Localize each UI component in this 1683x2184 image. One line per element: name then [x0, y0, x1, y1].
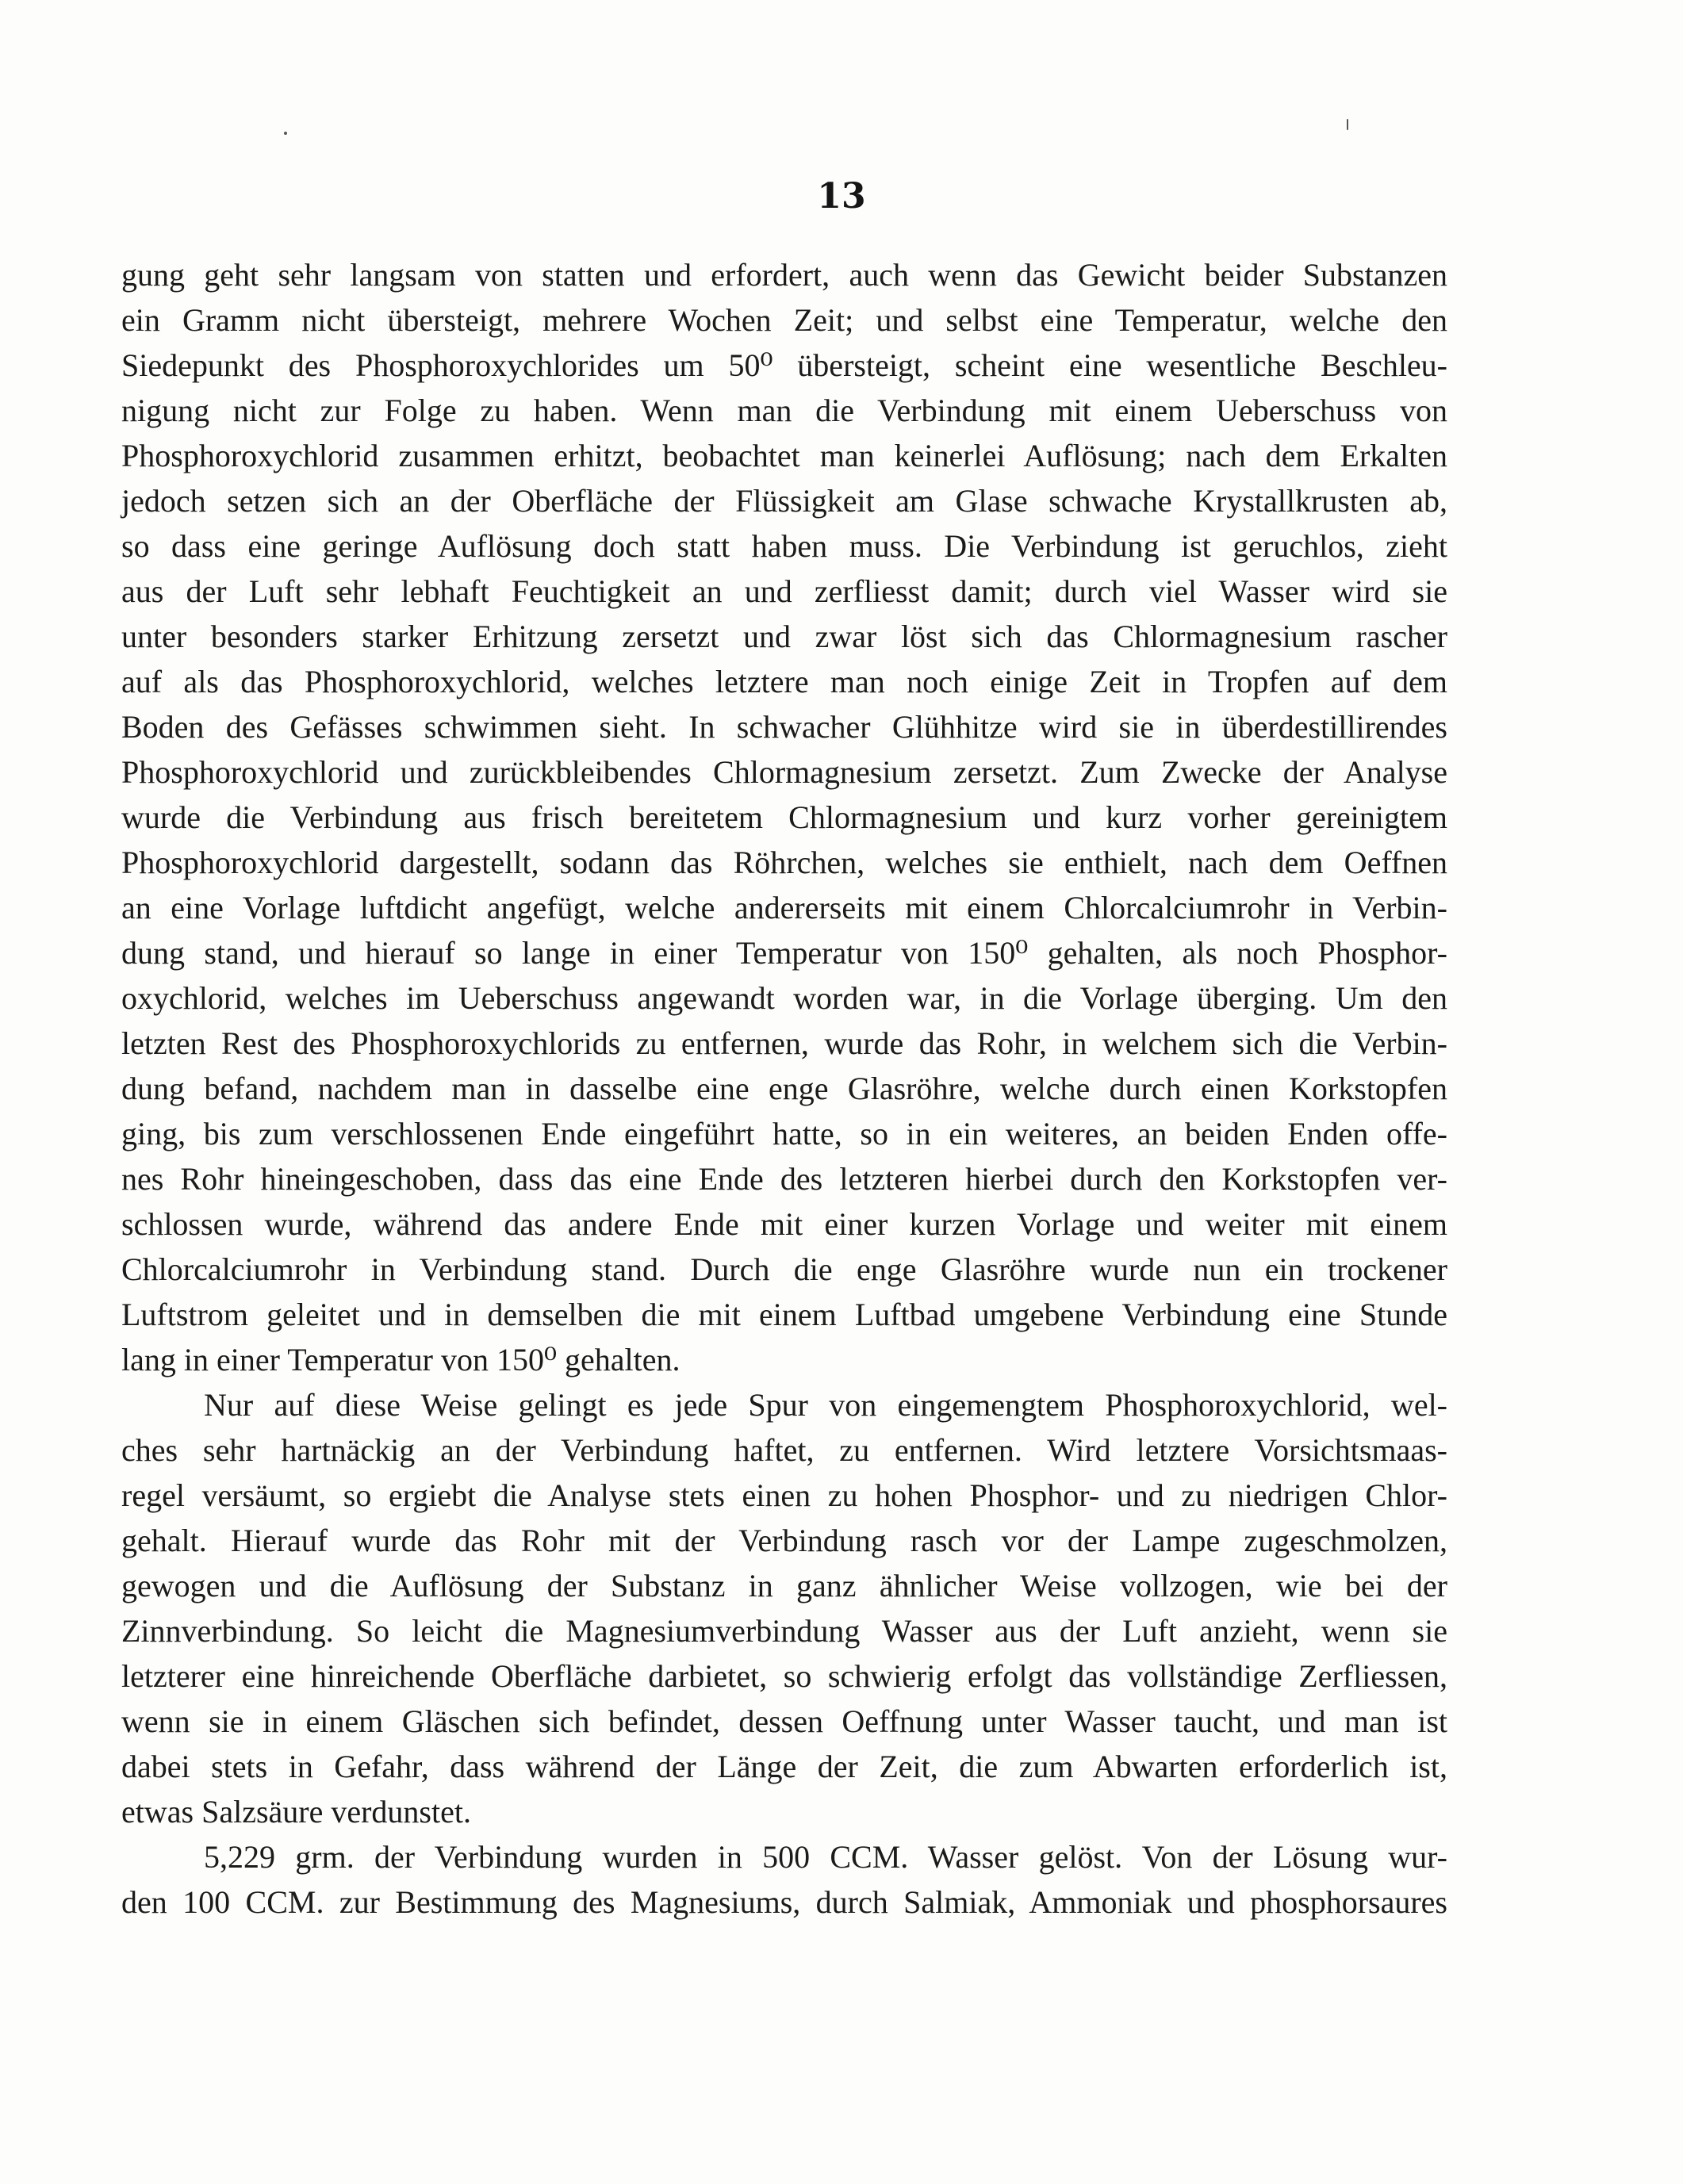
text-line: aus der Luft sehr lebhaft Feuchtigkeit an und zerfliesst damit; durch viel Wasser wird sie [121, 573, 1447, 609]
text-line: nigung nicht zur Folge zu haben. Wenn man die Verbindung mit einem Ueberschuss von [121, 393, 1447, 428]
text-line: Zinnverbindung. So leicht die Magnesiumverbindung Wasser aus der Luft anzieht, wenn sie [121, 1613, 1447, 1649]
text-line: dung befand, nachdem man in dasselbe eine enge Glasröhre, welche durch einen Korkstopfen [121, 1071, 1447, 1106]
text-line: Luftstrom geleitet und in demselben die mit einem Luftbad umgebene Verbindung eine Stunde [121, 1297, 1447, 1332]
text-line: Chlorcalciumrohr in Verbindung stand. Durch die enge Glasröhre wurde nun ein trockener [121, 1251, 1447, 1287]
text-line: letzten Rest des Phosphoroxychlorids zu entfernen, wurde das Rohr, in welchem sich die Verbin- [121, 1025, 1447, 1061]
text-line: oxychlorid, welches im Ueberschuss angewandt worden war, in die Vorlage überging. Um den [121, 980, 1447, 1016]
text-line: gung geht sehr langsam von statten und erfordert, auch wenn das Gewicht beider Substanzen [121, 257, 1447, 293]
text-line: unter besonders starker Erhitzung zersetzt und zwar löst sich das Chlormagnesium rascher [121, 619, 1447, 654]
paragraph-end-line: lang in einer Temperatur von 150⁰ gehalten. [121, 1342, 680, 1377]
text-line: Phosphoroxychlorid dargestellt, sodann das Röhrchen, welches sie enthielt, nach dem Oeffnen [121, 845, 1447, 880]
page-number: 13 [817, 176, 866, 216]
text-line: ches sehr hartnäckig an der Verbindung haftet, zu entfernen. Wird letztere Vorsichtsmaas- [121, 1432, 1447, 1468]
text-line: schlossen wurde, während das andere Ende mit einer kurzen Vorlage und weiter mit einem [121, 1206, 1447, 1242]
text-line: jedoch setzen sich an der Oberfläche der Flüssigkeit am Glase schwache Krystallkrusten ab, [121, 483, 1447, 519]
text-line: Phosphoroxychlorid zusammen erhitzt, beobachtet man keinerlei Auflösung; nach dem Erkalten [121, 438, 1447, 473]
paragraph-end-line: etwas Salzsäure verdunstet. [121, 1794, 471, 1830]
text-line: ging, bis zum verschlossenen Ende eingeführt hatte, so in ein weiteres, an beiden Enden offe- [121, 1116, 1447, 1151]
scan-speck [284, 132, 287, 135]
scan-speck [1347, 119, 1348, 130]
text-line: ein Gramm nicht übersteigt, mehrere Wochen Zeit; und selbst eine Temperatur, welche den [121, 302, 1447, 338]
text-line: dabei stets in Gefahr, dass während der Länge der Zeit, die zum Abwarten erforderlich ist, [121, 1749, 1447, 1784]
text-line: Siedepunkt des Phosphoroxychlorides um 50⁰ übersteigt, scheint eine wesentliche Beschleu- [121, 347, 1447, 383]
body-text [121, 252, 1447, 1925]
text-line: nes Rohr hineingeschoben, dass das eine Ende des letzteren hierbei durch den Korkstopfen ver- [121, 1161, 1447, 1197]
text-line: regel versäumt, so ergiebt die Analyse stets einen zu hohen Phosphor- und zu niedrigen Chlor- [121, 1477, 1447, 1513]
text-line: gehalt. Hierauf wurde das Rohr mit der Verbindung rasch vor der Lampe zugeschmolzen, [121, 1523, 1447, 1558]
text-line: so dass eine geringe Auflösung doch statt haben muss. Die Verbindung ist geruchlos, zieht [121, 528, 1447, 564]
text-line: letzterer eine hinreichende Oberfläche darbietet, so schwierig erfolgt das vollständige Zerfliessen, [121, 1658, 1447, 1694]
text-line: gewogen und die Auflösung der Substanz in ganz ähnlicher Weise vollzogen, wie bei der [121, 1568, 1447, 1604]
paragraph-start-line: Nur auf diese Weise gelingt es jede Spur von eingemengtem Phosphoroxychlorid, wel- [204, 1387, 1447, 1423]
text-line: dung stand, und hierauf so lange in einer Temperatur von 150⁰ gehalten, als noch Phosphor- [121, 935, 1447, 971]
paragraph-start-line: 5,229 grm. der Verbindung wurden in 500 CCM. Wasser gelöst. Von der Lösung wur- [204, 1839, 1447, 1875]
text-line: Boden des Gefässes schwimmen sieht. In schwacher Glühhitze wird sie in überdestillirendes [121, 709, 1447, 745]
text-line: auf als das Phosphoroxychlorid, welches letztere man noch einige Zeit in Tropfen auf dem [121, 664, 1447, 699]
text-line: wurde die Verbindung aus frisch bereitetem Chlormagnesium und kurz vorher gereinigtem [121, 799, 1447, 835]
text-line: Phosphoroxychlorid und zurückbleibendes Chlormagnesium zersetzt. Zum Zwecke der Analyse [121, 754, 1447, 790]
text-line: an eine Vorlage luftdicht angefügt, welche andererseits mit einem Chlorcalciumrohr in Verbin- [121, 890, 1447, 925]
text-line: wenn sie in einem Gläschen sich befindet, dessen Oeffnung unter Wasser taucht, und man ist [121, 1703, 1447, 1739]
text-line: den 100 CCM. zur Bestimmung des Magnesiums, durch Salmiak, Ammoniak und phosphorsaures [121, 1884, 1447, 1920]
